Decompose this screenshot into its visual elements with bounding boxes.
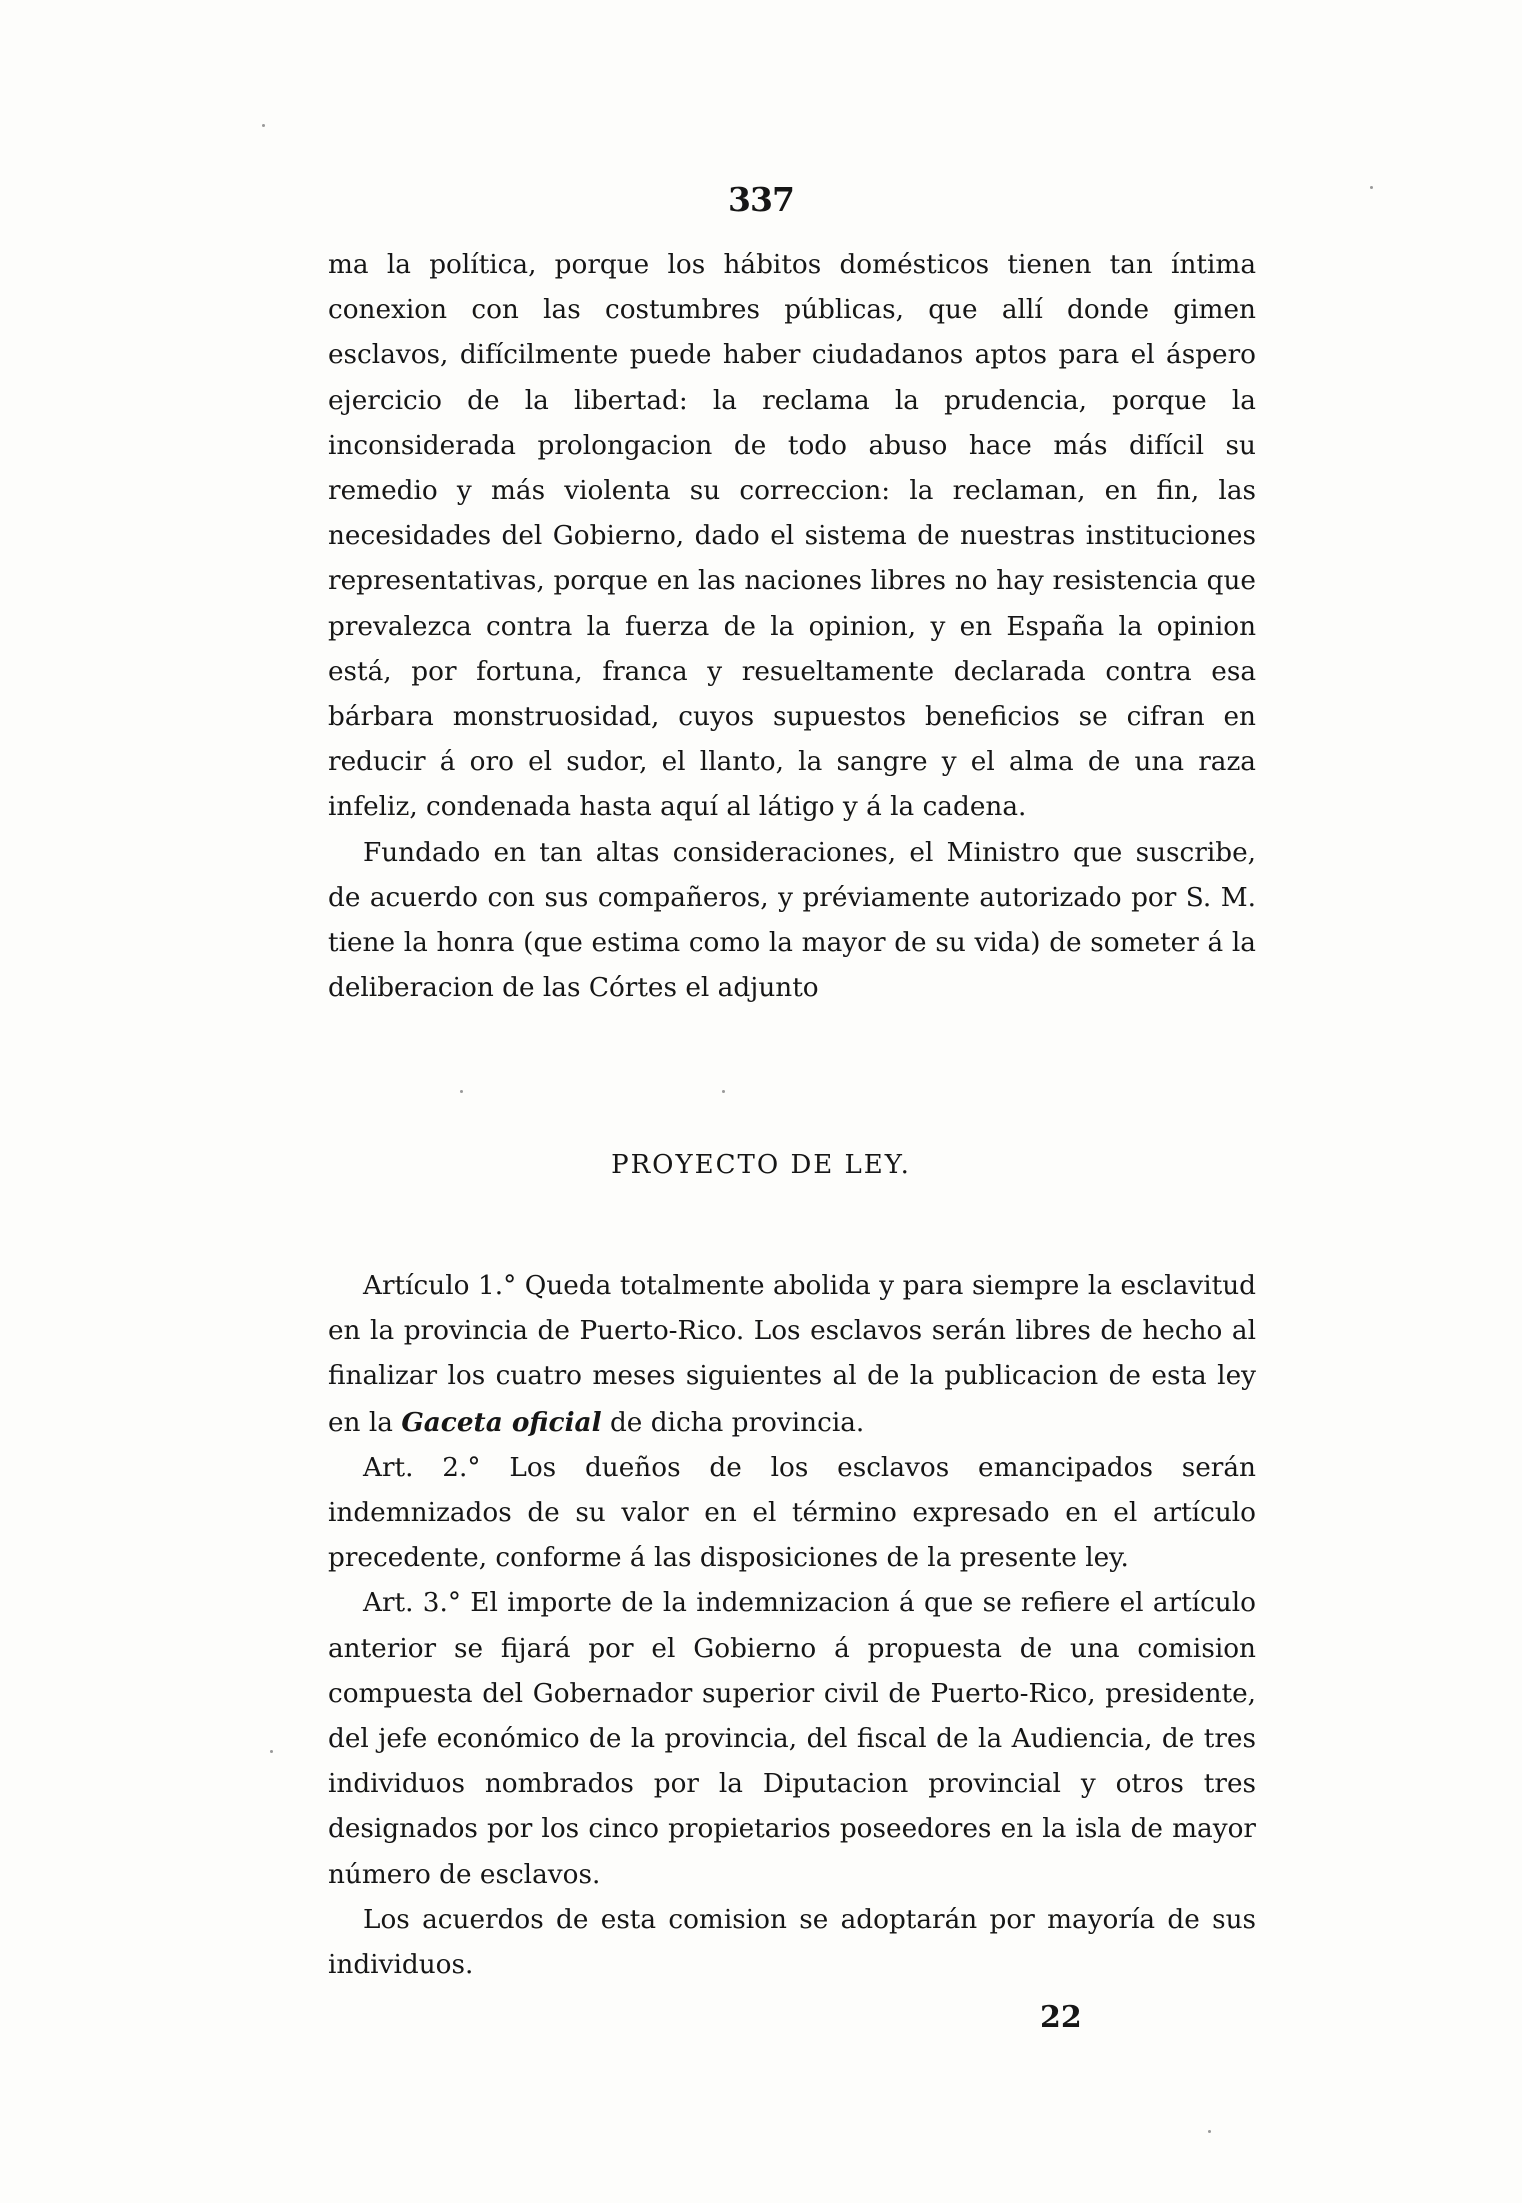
paper-speck bbox=[722, 1090, 725, 1093]
paper-speck bbox=[1208, 2130, 1211, 2133]
paper-speck bbox=[1370, 186, 1373, 189]
intro-paragraph-2: Fundado en tan altas consideraciones, el Ministro que suscribe, de acuerdo con sus compañeros, y préviamente autorizado por S. M. tiene la honra (que estima como la mayor de su vida) de someter á la deliberacion de las Córtes el adjunto bbox=[328, 837, 1256, 1004]
intro-text bbox=[328, 243, 1256, 1011]
article-3: Art. 3.° El importe de la indemnizacion á que se refiere el artículo anterior se fijará por el Gobierno á propuesta de una comision compuesta del Gobernador superior civil de Puerto-Rico, presidente, del jefe económico de la provincia, del fiscal de la Audiencia, de tres individuos nombrados por la Diputacion provincial y otros tres designados por los cinco propietarios poseedores en la isla de mayor número de esclavos. bbox=[328, 1588, 1256, 1890]
article-1-tail: de dicha provincia. bbox=[601, 1407, 865, 1438]
signature-mark: 22 bbox=[1040, 2000, 1082, 2035]
article-2: Art. 2.° Los dueños de los esclavos emancipados serán indemnizados de su valor en el término expresado en el artículo precedente, conforme á las disposiciones de la presente ley. bbox=[328, 1452, 1256, 1574]
intro-paragraph-1: ma la política, porque los hábitos domésticos tienen tan íntima conexion con las costumbres públicas, que allí donde gimen esclavos, difícilmente puede haber ciudadanos aptos para el áspero ejercicio de la libertad: la reclama la prudencia, porque la inconsiderada prolongacion de todo abuso hace más difícil su remedio y más violenta su correccion: la reclaman, en fin, las necesidades del Gobierno, dado el sistema de nuestras instituciones representativas, porque en las naciones libres no hay resistencia que prevalezca contra la fuerza de la opinion, y en España la opinion está, por fortuna, franca y resueltamente declarada contra esa bárbara monstruosidad, cuyos supuestos beneficios se cifran en reducir á oro el sudor, el llanto, la sangre y el alma de una raza infeliz, condenada hasta aquí al látigo y á la cadena. bbox=[328, 250, 1256, 823]
paper-speck bbox=[262, 124, 265, 127]
articles-text bbox=[328, 1264, 1256, 1988]
closing-paragraph: Los acuerdos de esta comision se adoptarán por mayoría de sus individuos. bbox=[328, 1904, 1256, 1981]
page-number: 337 bbox=[728, 180, 794, 219]
paper-speck bbox=[270, 1750, 273, 1753]
article-1 bbox=[328, 1264, 1256, 1446]
law-heading: PROYECTO DE LEY. bbox=[611, 1150, 911, 1180]
paper-speck bbox=[460, 1090, 463, 1093]
gazette-title: Gaceta oficial bbox=[401, 1406, 602, 1438]
article-1-text: Artículo 1.° Queda totalmente abolida y para siempre la esclavitud en la provincia de Puerto-Rico. Los esclavos serán libres de hecho al finalizar los cuatro meses siguientes al de la publicacion de esta ley en la bbox=[328, 1271, 1256, 1438]
